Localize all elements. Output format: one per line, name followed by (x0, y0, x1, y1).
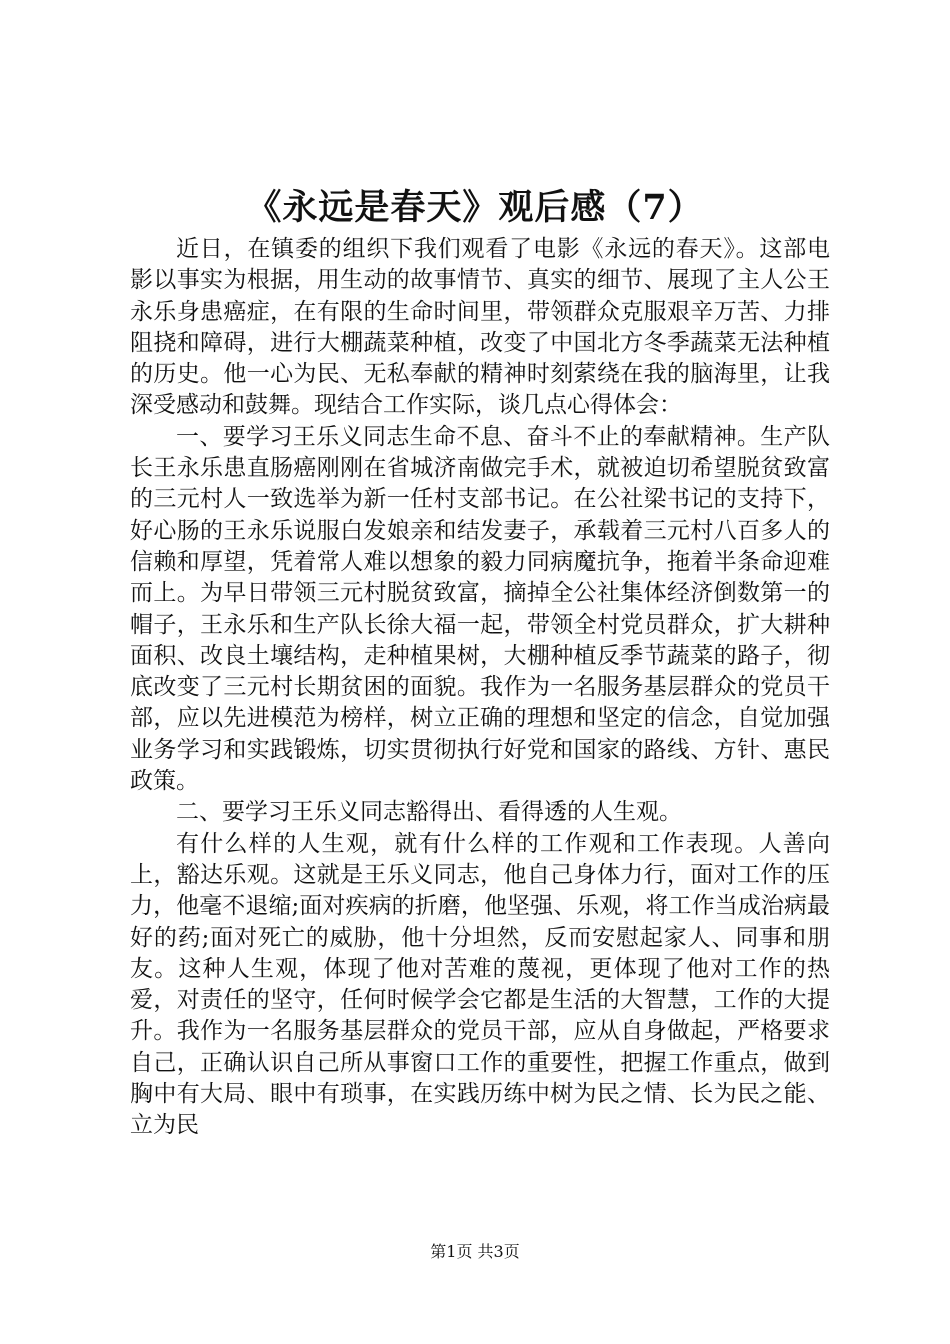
document-title: 《永远是春天》观后感（7） (246, 187, 704, 228)
paragraph-point-two-body: 有什么样的人生观，就有什么样的工作观和工作表现。人善向上，豁达乐观。这就是王乐义同志，他自己身体力行，面对工作的压力，他毫不退缩;面对疾病的折磨，他坚强、乐观，将工作当成治病最好的药;面对死亡的威胁，他十分坦然，反而安慰起家人、同事和朋友。这种人生观，体现了他对苦难的蔑视，更体现了他对工作的热爱，对责任的坚守，任何时候学会它都是生活的大智慧，工作的大提升。我作为一名服务基层群众的党员干部，应从自身做起，严格要求自己，正确认识自己所从事窗口工作的重要性，把握工作重点，做到胸中有大局、眼中有琐事，在实践历练中树为民之情、长为民之能、立为民 (130, 830, 830, 1139)
page-number-footer: 第1页 共3页 (430, 1242, 520, 1261)
document-body (130, 234, 830, 1142)
paragraph-intro: 近日，在镇委的组织下我们观看了电影《永远的春天》。这部电影以事实为根据，用生动的故事情节、真实的细节、展现了主人公王永乐身患癌症，在有限的生命时间里，带领群众克服艰辛万苦、力排阻挠和障碍，进行大棚蔬菜种植，改变了中国北方冬季蔬菜无法种植的历史。他一心为民、无私奉献的精神时刻萦绕在我的脑海里，让我深受感动和鼓舞。现结合工作实际，谈几点心得体会： (130, 236, 830, 419)
paragraph-point-two-heading: 二、要学习王乐义同志豁得出、看得透的人生观。 (176, 799, 682, 826)
paragraph-point-one: 一、要学习王乐义同志生命不息、奋斗不止的奉献精神。生产队长王永乐患直肠癌刚刚在省城济南做完手术，就被迫切希望脱贫致富的三元村人一致选举为新一任村支部书记。在公社梁书记的支持下，好心肠的王永乐说服白发娘亲和结发妻子，承载着三元村八百多人的信赖和厚望，凭着常人难以想象的毅力同病魔抗争，拖着半条命迎难而上。为早日带领三元村脱贫致富，摘掉全公社集体经济倒数第一的帽子，王永乐和生产队长徐大福一起，带领全村党员群众，扩大耕种面积、改良土壤结构，走种植果树，大棚种植反季节蔬菜的路子，彻底改变了三元村长期贫困的面貌。我作为一名服务基层群众的党员干部，应以先进模范为榜样，树立正确的理想和坚定的信念，自觉加强业务学习和实践锻炼，切实贯彻执行好党和国家的路线、方针、惠民政策。 (130, 423, 830, 795)
